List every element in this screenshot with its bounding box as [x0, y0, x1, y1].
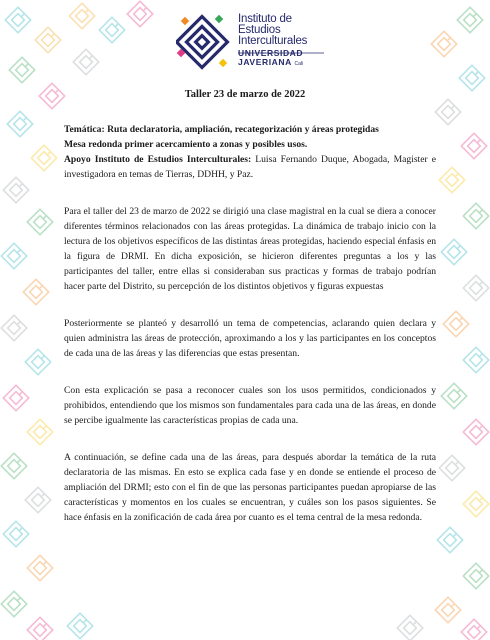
logo-line-3: Interculturales [238, 35, 308, 47]
page-title: Taller 23 de marzo de 2022 [184, 89, 306, 100]
logo-line-2: Estudios [238, 24, 281, 36]
mesa-line: Mesa redonda primer acercamiento a zonas y posibles usos. [64, 139, 308, 150]
logo-city: Cali [294, 61, 304, 67]
apoyo-text: Luisa Fernando Duque, Abogada, Magister e investigadora en temas de Tierras, DDHH, y Paz. [64, 154, 436, 180]
apoyo-label: Apoyo Instituto de Estudios Interculturales: [64, 154, 252, 165]
paragraph-2: Posteriormente se planteó y desarrolló un tema de competencias, aclarando quien declara y quien administra las áreas de protección, aproximando a los y las participantes en los conceptos de cada una de las áreas y las diferencias que estas presentan. [64, 318, 436, 359]
paragraph-3: Con esta explicación se pasa a reconocer cuales son los usos permitidos, condicionados y prohibidos, entendiendo que los mismos son fundamentales para cada una de las áreas, en donde se percibe igualmente las características propias de cada una. [64, 385, 436, 426]
tematica-line: Temática: Ruta declaratoria, ampliación, recategorización y áreas protegidas [64, 124, 379, 135]
logo-university: UNIVERSIDAD [238, 48, 304, 58]
paragraph-4: A continuación, se define cada una de las áreas, para después abordar la temática de la ruta declaratoria de las mismas. En esto se explica cada fase y en donde se entiende el proceso de ampliación del DRMI; esto con el fin de que las personas participantes puedan apropiarse de las características y momentos en los cuales se encuentran, y cuáles son los pasos siguientes. Se hace énfasis en la zonificación de cada área por cuanto es el tema central de la mesa redonda. [64, 452, 436, 523]
document-body [64, 122, 436, 525]
logo-line-1: Instituto de [238, 13, 292, 25]
institute-logo-text [238, 14, 307, 69]
paragraph-1: Para el taller del 23 de marzo de 2022 se dirigió una clase magistral en la cual se diera a conocer diferentes términos relacionados con las áreas protegidas. La dinámica de trabajo inicio con la lectura de los objetivos específicos de las distintas áreas protegidas, haciendo especial énfasis en la figura de DRMI. En dicha exposición, se hicieron diferentes preguntas a los y las participantes del taller, entre ellas si consideraban sus practicas y formas de trabajo podrían hacer parte del Distrito, su percepción de los distintos objetivos y figuras expuestas [64, 206, 436, 292]
apoyo-line [64, 152, 436, 182]
logo-javeriana: JAVERIANA Cali [238, 57, 304, 67]
